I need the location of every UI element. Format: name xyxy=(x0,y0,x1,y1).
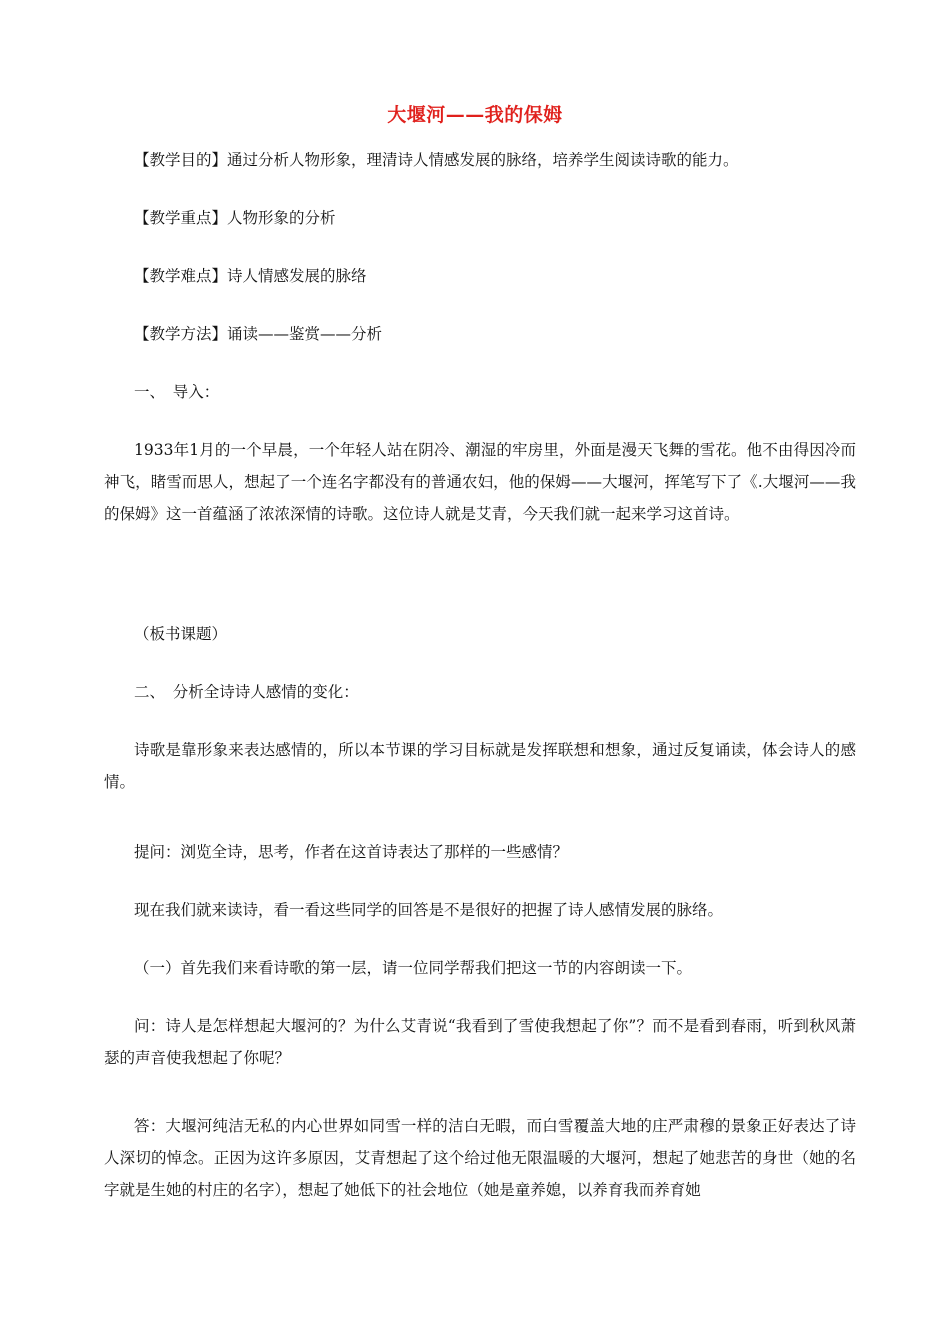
first-layer-paragraph: （一）首先我们来看诗歌的第一层，请一位同学帮我们把这一节的内容朗读一下。 xyxy=(134,959,693,977)
analysis-paragraph: 诗歌是靠形象来表达感情的，所以本节课的学习目标就是发挥联想和想象，通过反复诵读，体会诗人的感情。 xyxy=(104,741,856,791)
section-heading-analysis: 二、 分析全诗诗人感情的变化： xyxy=(134,683,359,701)
question-2-paragraph: 问：诗人是怎样想起大堰河的？为什么艾青说“我看到了雪使我想起了你”？而不是看到春雨，听到秋风萧瑟的声音使我想起了你呢？ xyxy=(104,1017,856,1067)
reading-paragraph: 现在我们就来读诗，看一看这些同学的回答是不是很好的把握了诗人感情发展的脉络。 xyxy=(134,901,724,919)
teaching-method: 【教学方法】诵读——鉴赏——分析 xyxy=(134,325,383,343)
question-paragraph: 提问：浏览全诗，思考，作者在这首诗表达了那样的一些感情？ xyxy=(134,843,569,861)
teaching-focus: 【教学重点】人物形象的分析 xyxy=(134,209,336,227)
board-note: （板书课题） xyxy=(134,625,228,643)
teaching-difficulty: 【教学难点】诗人情感发展的脉络 xyxy=(134,267,367,285)
answer-paragraph: 答：大堰河纯洁无私的内心世界如同雪一样的洁白无暇，而白雪覆盖大地的庄严肃穆的景象正好表达了诗人深切的悼念。正因为这许多原因，艾青想起了这个给过他无限温暖的大堰河，想起了她悲苦的身世（她的名字就是生她的村庄的名字），想起了她低下的社会地位（她是童养媳，以养育我而养育她 xyxy=(104,1117,856,1199)
teaching-goal: 【教学目的】通过分析人物形象，理清诗人情感发展的脉络，培养学生阅读诗歌的能力。 xyxy=(134,151,739,169)
section-heading-intro: 一、 导入： xyxy=(134,383,220,401)
document-title: 大堰河——我的保姆 xyxy=(387,104,563,126)
intro-paragraph: 1933年1月的一个早晨，一个年轻人站在阴冷、潮湿的牢房里，外面是漫天飞舞的雪花。他不由得因冷而神飞，睹雪而思人，想起了一个连名字都没有的普通农妇，他的保姆——大堰河，挥笔写下了《.大堰河——我的保姆》这一首蕴涵了浓浓深情的诗歌。这位诗人就是艾青，今天我们就一起来学习这首诗。 xyxy=(104,441,856,523)
